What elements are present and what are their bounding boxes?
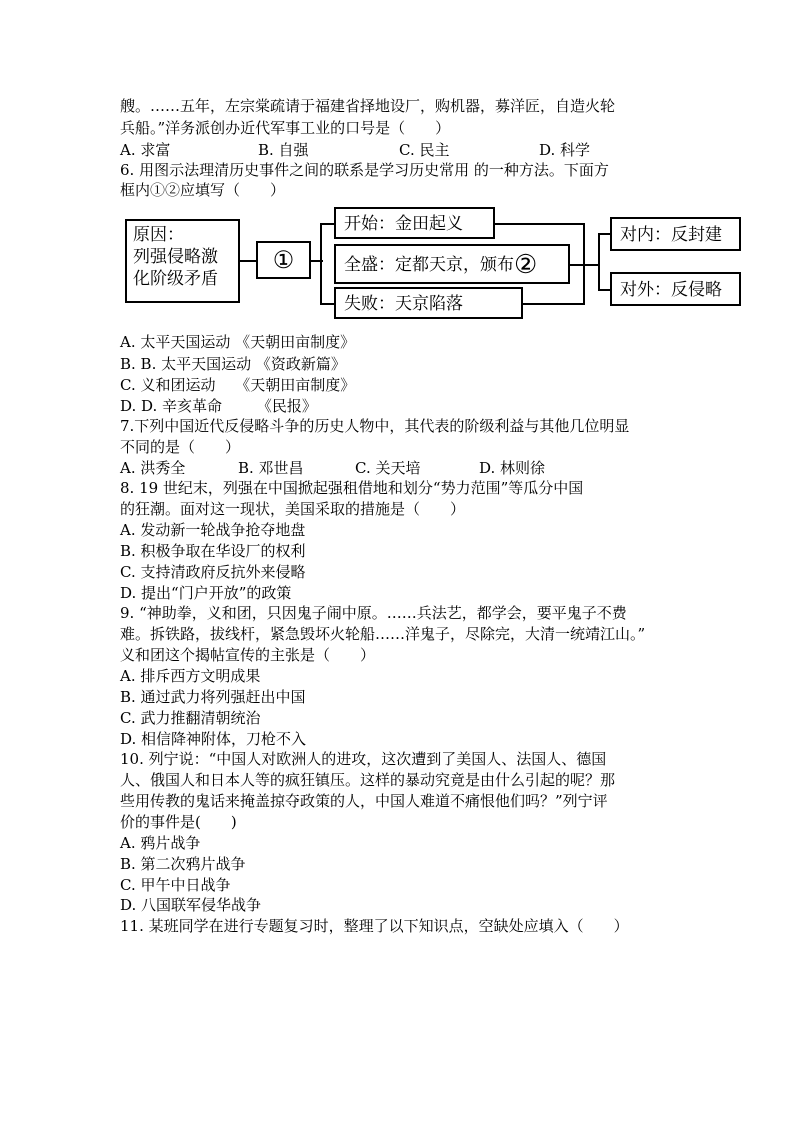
q5-options [120, 140, 590, 160]
start-label: 开始：金田起义 [344, 214, 463, 234]
cause-box [125, 219, 240, 303]
connector-line [570, 264, 600, 266]
blank2-label: ② [514, 250, 538, 280]
q8-option-a: A. 发动新一轮战争抢夺地盘 [120, 521, 306, 539]
q10-option-a: A. 鸦片战争 [120, 834, 201, 852]
q9-stem-line3: 义和团这个揭帖宣传的主张是（ ） [120, 646, 376, 664]
q10-stem-line1: 10. 列宁说：“中国人对欧洲人的进攻，这次遭到了美国人、法国人、德国 [120, 750, 607, 768]
q7-option-a: A. 洪秀全 [120, 459, 186, 477]
q5-option-a: A. 求富 [120, 141, 171, 159]
external-box [610, 272, 741, 306]
internal-label: 对内：反封建 [620, 225, 722, 245]
connector-line [523, 303, 585, 305]
q7-options [120, 458, 545, 478]
bracket-line [320, 223, 322, 303]
fail-box [334, 287, 523, 319]
internal-box [610, 217, 741, 251]
start-box [334, 207, 495, 239]
q11-stem-line1: 11. 某班同学在进行专题复习时，整理了以下知识点，空缺处应填入（ ） [120, 917, 629, 935]
q8-option-b: B. 积极争取在华设厂的权利 [120, 542, 306, 560]
connector-line [598, 289, 610, 291]
q8-stem-line2: 的狂潮。面对这一现状，美国采取的措施是（ ） [120, 500, 466, 518]
connector-line [598, 233, 610, 235]
q6-stem-line1: 6. 用图示法理清历史事件之间的联系是学习历史常用 的一种方法。下面方 [120, 161, 609, 179]
bracket-line [598, 233, 600, 290]
connector-line [495, 223, 585, 225]
q7-option-c: C. 关天培 [355, 459, 421, 477]
q9-option-b: B. 通过武力将列强赶出中国 [120, 688, 306, 706]
blank1-box [256, 241, 311, 279]
q10-stem-line4: 价的事件是( ) [120, 813, 237, 831]
q7-option-b: B. 邓世昌 [238, 459, 304, 477]
q10-stem-line2: 人、俄国人和日本人等的疯狂镇压。这样的暴动究竟是由什么引起的呢？那 [120, 771, 616, 789]
q5-option-b: B. 自强 [258, 141, 309, 159]
q6-option-b: B. B. 太平天国运动 《资政新篇》 [120, 355, 346, 373]
q6-option-a: A. 太平天国运动 《天朝田亩制度》 [120, 333, 356, 351]
q8-stem-line1: 8. 19 世纪末，列强在中国掀起强租借地和划分“势力范围”等瓜分中国 [120, 479, 584, 497]
peak-box [334, 244, 570, 284]
q7-option-d: D. 林则徐 [479, 459, 546, 477]
cause-title: 原因： [133, 225, 184, 245]
q6-stem-line2: 框内①②应填写（ ） [120, 181, 286, 199]
blank1-label: ① [272, 246, 295, 274]
q9-stem-line1: 9. “神助拳，义和团，只因鬼子闹中原。……兵法艺，都学会，要平鬼子不费 [120, 604, 627, 622]
peak-label: 全盛：定都天京，颁布 [344, 255, 514, 275]
q10-stem-line3: 些用传教的鬼话来掩盖掠夺政策的人，中国人难道不痛恨他们吗？”列宁评 [120, 792, 608, 810]
cause-line1: 列强侵略激 [133, 247, 218, 267]
connector-line [320, 223, 334, 225]
bracket-line [583, 223, 585, 303]
q9-option-d: D. 相信降神附体，刀枪不入 [120, 730, 307, 748]
q9-option-a: A. 排斥西方文明成果 [120, 667, 261, 685]
q7-stem-line1: 7.下列中国近代反侵略斗争的历史人物中，其代表的阶级利益与其他几位明显 [120, 417, 630, 435]
q6-option-d: D. D. 辛亥革命 《民报》 [120, 397, 317, 415]
q6-option-c: C. 义和团运动 《天朝田亩制度》 [120, 376, 356, 394]
cause-line2: 化阶级矛盾 [133, 269, 218, 289]
q5-stem-line1: 艘。……五年，左宗棠疏请于福建省择地设厂，购机器，募洋匠，自造火轮 [120, 97, 616, 115]
q8-option-d: D. 提出“门户开放”的政策 [120, 584, 292, 602]
q9-stem-line2: 难。拆铁路，拔线杆，紧急毁坏火轮船……洋鬼子，尽除完，大清一统靖江山。” [120, 625, 646, 643]
q5-option-c: C. 民主 [399, 141, 450, 159]
q8-option-c: C. 支持清政府反抗外来侵略 [120, 563, 306, 581]
q5-stem-line2: 兵船。”洋务派创办近代军事工业的口号是（ ） [120, 119, 451, 137]
q7-stem-line2: 不同的是（ ） [120, 438, 241, 456]
q10-option-c: C. 甲午中日战争 [120, 876, 231, 894]
q10-option-d: D. 八国联军侵华战争 [120, 896, 262, 914]
connector-line [320, 303, 334, 305]
fail-label: 失败：天京陷落 [344, 294, 463, 314]
external-label: 对外：反侵略 [620, 280, 722, 300]
q9-option-c: C. 武力推翻清朝统治 [120, 709, 261, 727]
q10-option-b: B. 第二次鸦片战争 [120, 855, 246, 873]
q5-option-d: D. 科学 [539, 141, 591, 159]
connector-line [240, 260, 256, 262]
